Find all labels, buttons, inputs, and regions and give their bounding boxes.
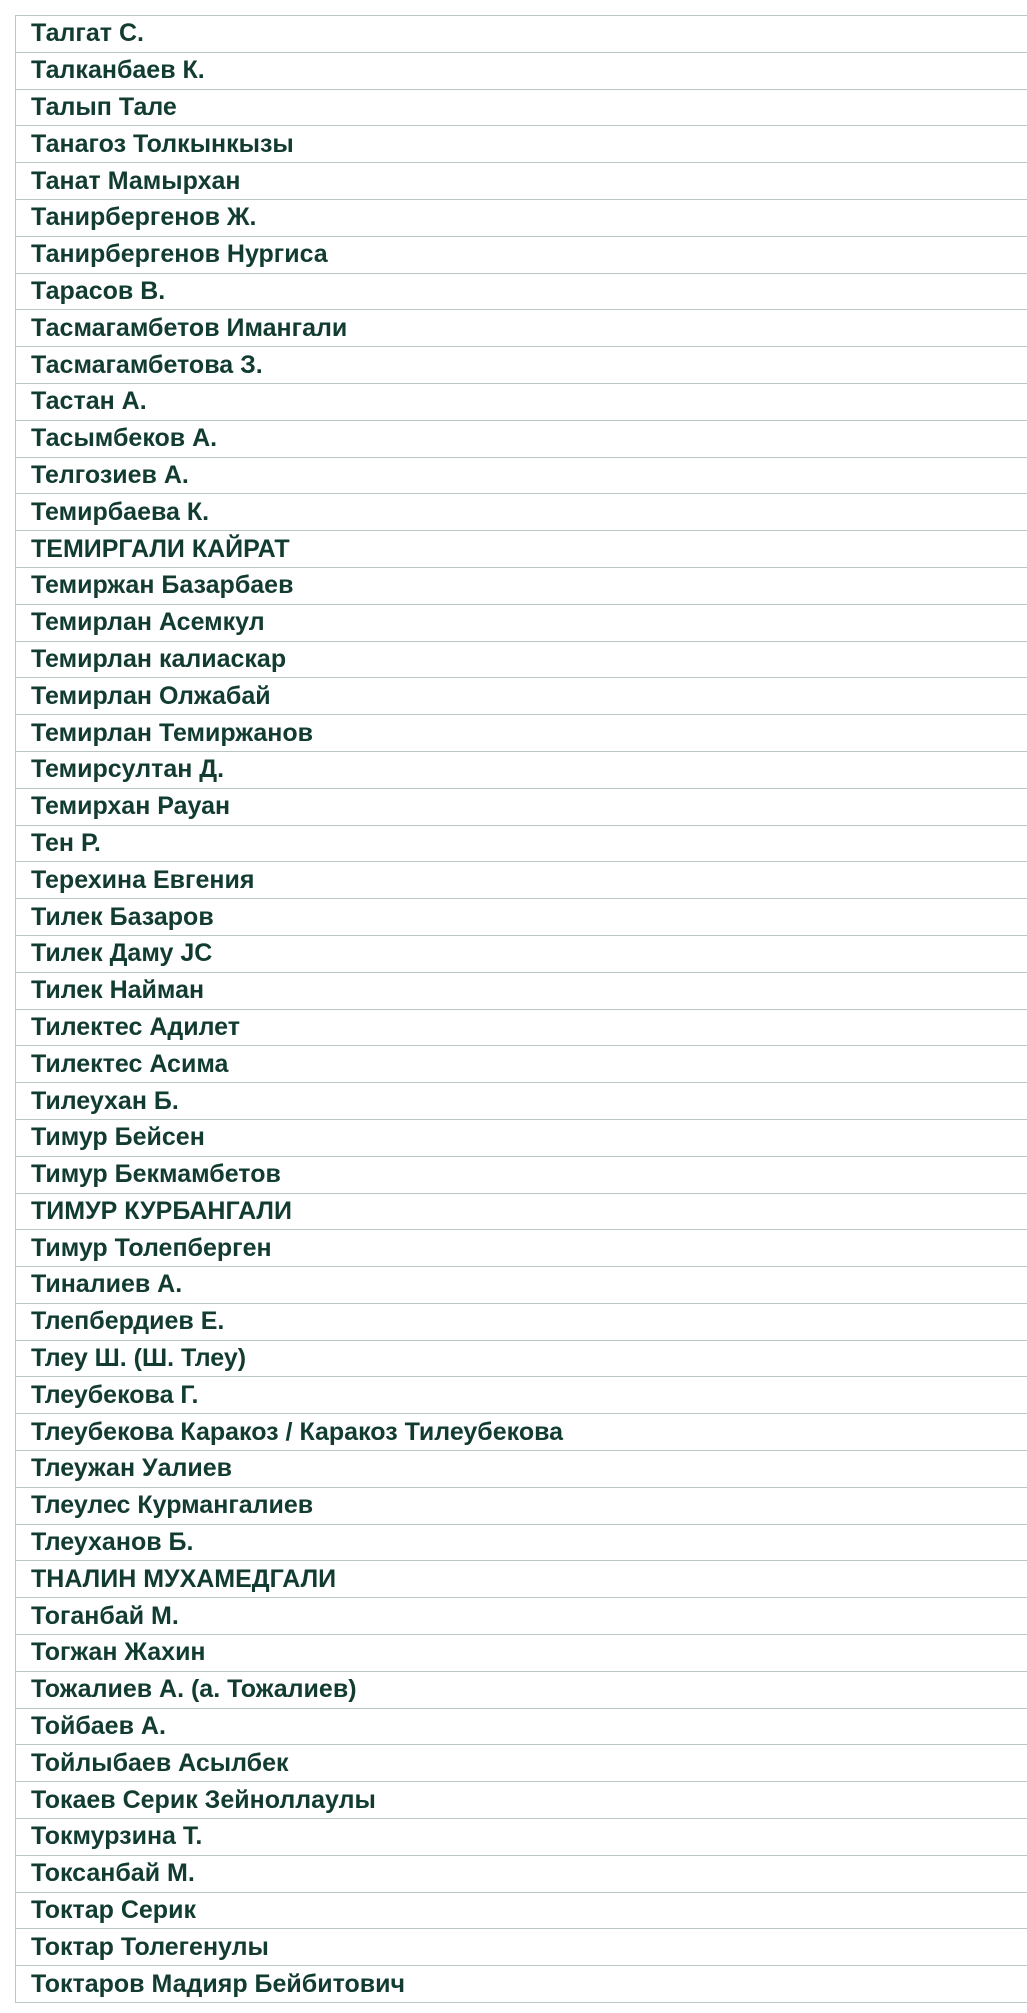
table-row [16,678,1027,715]
name-cell: Тлеубекова Г. [16,1377,1027,1414]
name-cell: Тогжан Жахин [16,1635,1027,1672]
name-cell: Тоганбай М. [16,1598,1027,1635]
table-row [16,935,1027,972]
table-row [16,163,1027,200]
name-cell: Тлепбердиев Е. [16,1303,1027,1340]
name-cell: Тлеужан Уалиев [16,1451,1027,1488]
table-row [16,1671,1027,1708]
name-cell: Терехина Евгения [16,862,1027,899]
table-row [16,1119,1027,1156]
table-row [16,1598,1027,1635]
name-cell: Тлеулес Курмангалиев [16,1487,1027,1524]
table-row [16,715,1027,752]
name-cell: Тожалиев А. (а. Тожалиев) [16,1671,1027,1708]
table-row [16,751,1027,788]
table-row [16,1303,1027,1340]
table-row [16,1156,1027,1193]
name-cell: Темирлан калиаскар [16,641,1027,678]
table-row [16,1782,1027,1819]
name-cell: ТНАЛИН МУХАМЕДГАЛИ [16,1561,1027,1598]
names-table-body [16,16,1027,2003]
table-row [16,1635,1027,1672]
table-row [16,494,1027,531]
table-row [16,457,1027,494]
table-row [16,1046,1027,1083]
table-row [16,16,1027,53]
name-cell: Тимур Бейсен [16,1119,1027,1156]
table-row [16,310,1027,347]
name-cell: Темирхан Рауан [16,788,1027,825]
name-cell: Тойбаев А. [16,1708,1027,1745]
name-cell: Темирлан Темиржанов [16,715,1027,752]
table-row [16,199,1027,236]
table-row [16,825,1027,862]
name-cell: Токмурзина Т. [16,1819,1027,1856]
table-row [16,788,1027,825]
table-row [16,899,1027,936]
table-row [16,347,1027,384]
table-row [16,126,1027,163]
name-cell: Токтаров Мадияр Бейбитович [16,1966,1027,2003]
table-row [16,1819,1027,1856]
table-row [16,1193,1027,1230]
name-cell: Тилектес Асима [16,1046,1027,1083]
name-cell: Тлеу Ш. (Ш. Тлеу) [16,1340,1027,1377]
table-row [16,1009,1027,1046]
name-cell: Тимур Бекмамбетов [16,1156,1027,1193]
name-cell: Танирбергенов Ж. [16,199,1027,236]
name-cell: Тарасов В. [16,273,1027,310]
table-row [16,1561,1027,1598]
table-row [16,1892,1027,1929]
name-cell: Талгат С. [16,16,1027,53]
table-row [16,1451,1027,1488]
name-cell: Тастан А. [16,383,1027,420]
table-row [16,604,1027,641]
table-row [16,89,1027,126]
table-row [16,1377,1027,1414]
name-cell: Тасымбеков А. [16,420,1027,457]
table-row [16,1487,1027,1524]
name-cell: Темирбаева К. [16,494,1027,531]
name-cell: Токсанбай М. [16,1855,1027,1892]
name-cell: Токтар Толегенулы [16,1929,1027,1966]
table-row [16,972,1027,1009]
name-cell: Тиналиев А. [16,1267,1027,1304]
name-cell: Тилектес Адилет [16,1009,1027,1046]
names-table [15,15,1027,2003]
name-cell: Токаев Серик Зейноллаулы [16,1782,1027,1819]
table-row [16,1855,1027,1892]
name-cell: Тлеубекова Каракоз / Каракоз Тилеубекова [16,1414,1027,1451]
table-row [16,567,1027,604]
name-cell: Тлеуханов Б. [16,1524,1027,1561]
name-cell: Тилеухан Б. [16,1083,1027,1120]
name-cell: Талканбаев К. [16,52,1027,89]
name-cell: Танирбергенов Нургиса [16,236,1027,273]
name-cell: Темирлан Асемкул [16,604,1027,641]
table-row [16,1340,1027,1377]
name-cell: ТИМУР КУРБАНГАЛИ [16,1193,1027,1230]
table-row [16,1083,1027,1120]
name-cell: Токтар Серик [16,1892,1027,1929]
name-cell: Тасмагамбетова З. [16,347,1027,384]
name-cell: Танат Мамырхан [16,163,1027,200]
table-row [16,1966,1027,2003]
name-cell: Тасмагамбетов Имангали [16,310,1027,347]
table-row [16,1929,1027,1966]
name-cell: Тилек Базаров [16,899,1027,936]
name-cell: Тойлыбаев Асылбек [16,1745,1027,1782]
table-row [16,531,1027,568]
table-row [16,1745,1027,1782]
table-row [16,1230,1027,1267]
table-row [16,420,1027,457]
table-row [16,641,1027,678]
names-table-container [15,15,1027,2003]
table-row [16,236,1027,273]
table-row [16,52,1027,89]
table-row [16,1708,1027,1745]
table-row [16,862,1027,899]
table-row [16,1414,1027,1451]
name-cell: Тилек Найман [16,972,1027,1009]
table-row [16,1267,1027,1304]
table-row [16,1524,1027,1561]
name-cell: Тен Р. [16,825,1027,862]
name-cell: Талып Тале [16,89,1027,126]
name-cell: Телгозиев А. [16,457,1027,494]
table-row [16,273,1027,310]
name-cell: Темирсултан Д. [16,751,1027,788]
name-cell: Темирлан Олжабай [16,678,1027,715]
name-cell: Танагоз Толкынкызы [16,126,1027,163]
name-cell: Тилек Даму JC [16,935,1027,972]
table-row [16,383,1027,420]
name-cell: Темиржан Базарбаев [16,567,1027,604]
name-cell: ТЕМИРГАЛИ КАЙРАТ [16,531,1027,568]
name-cell: Тимур Толепберген [16,1230,1027,1267]
